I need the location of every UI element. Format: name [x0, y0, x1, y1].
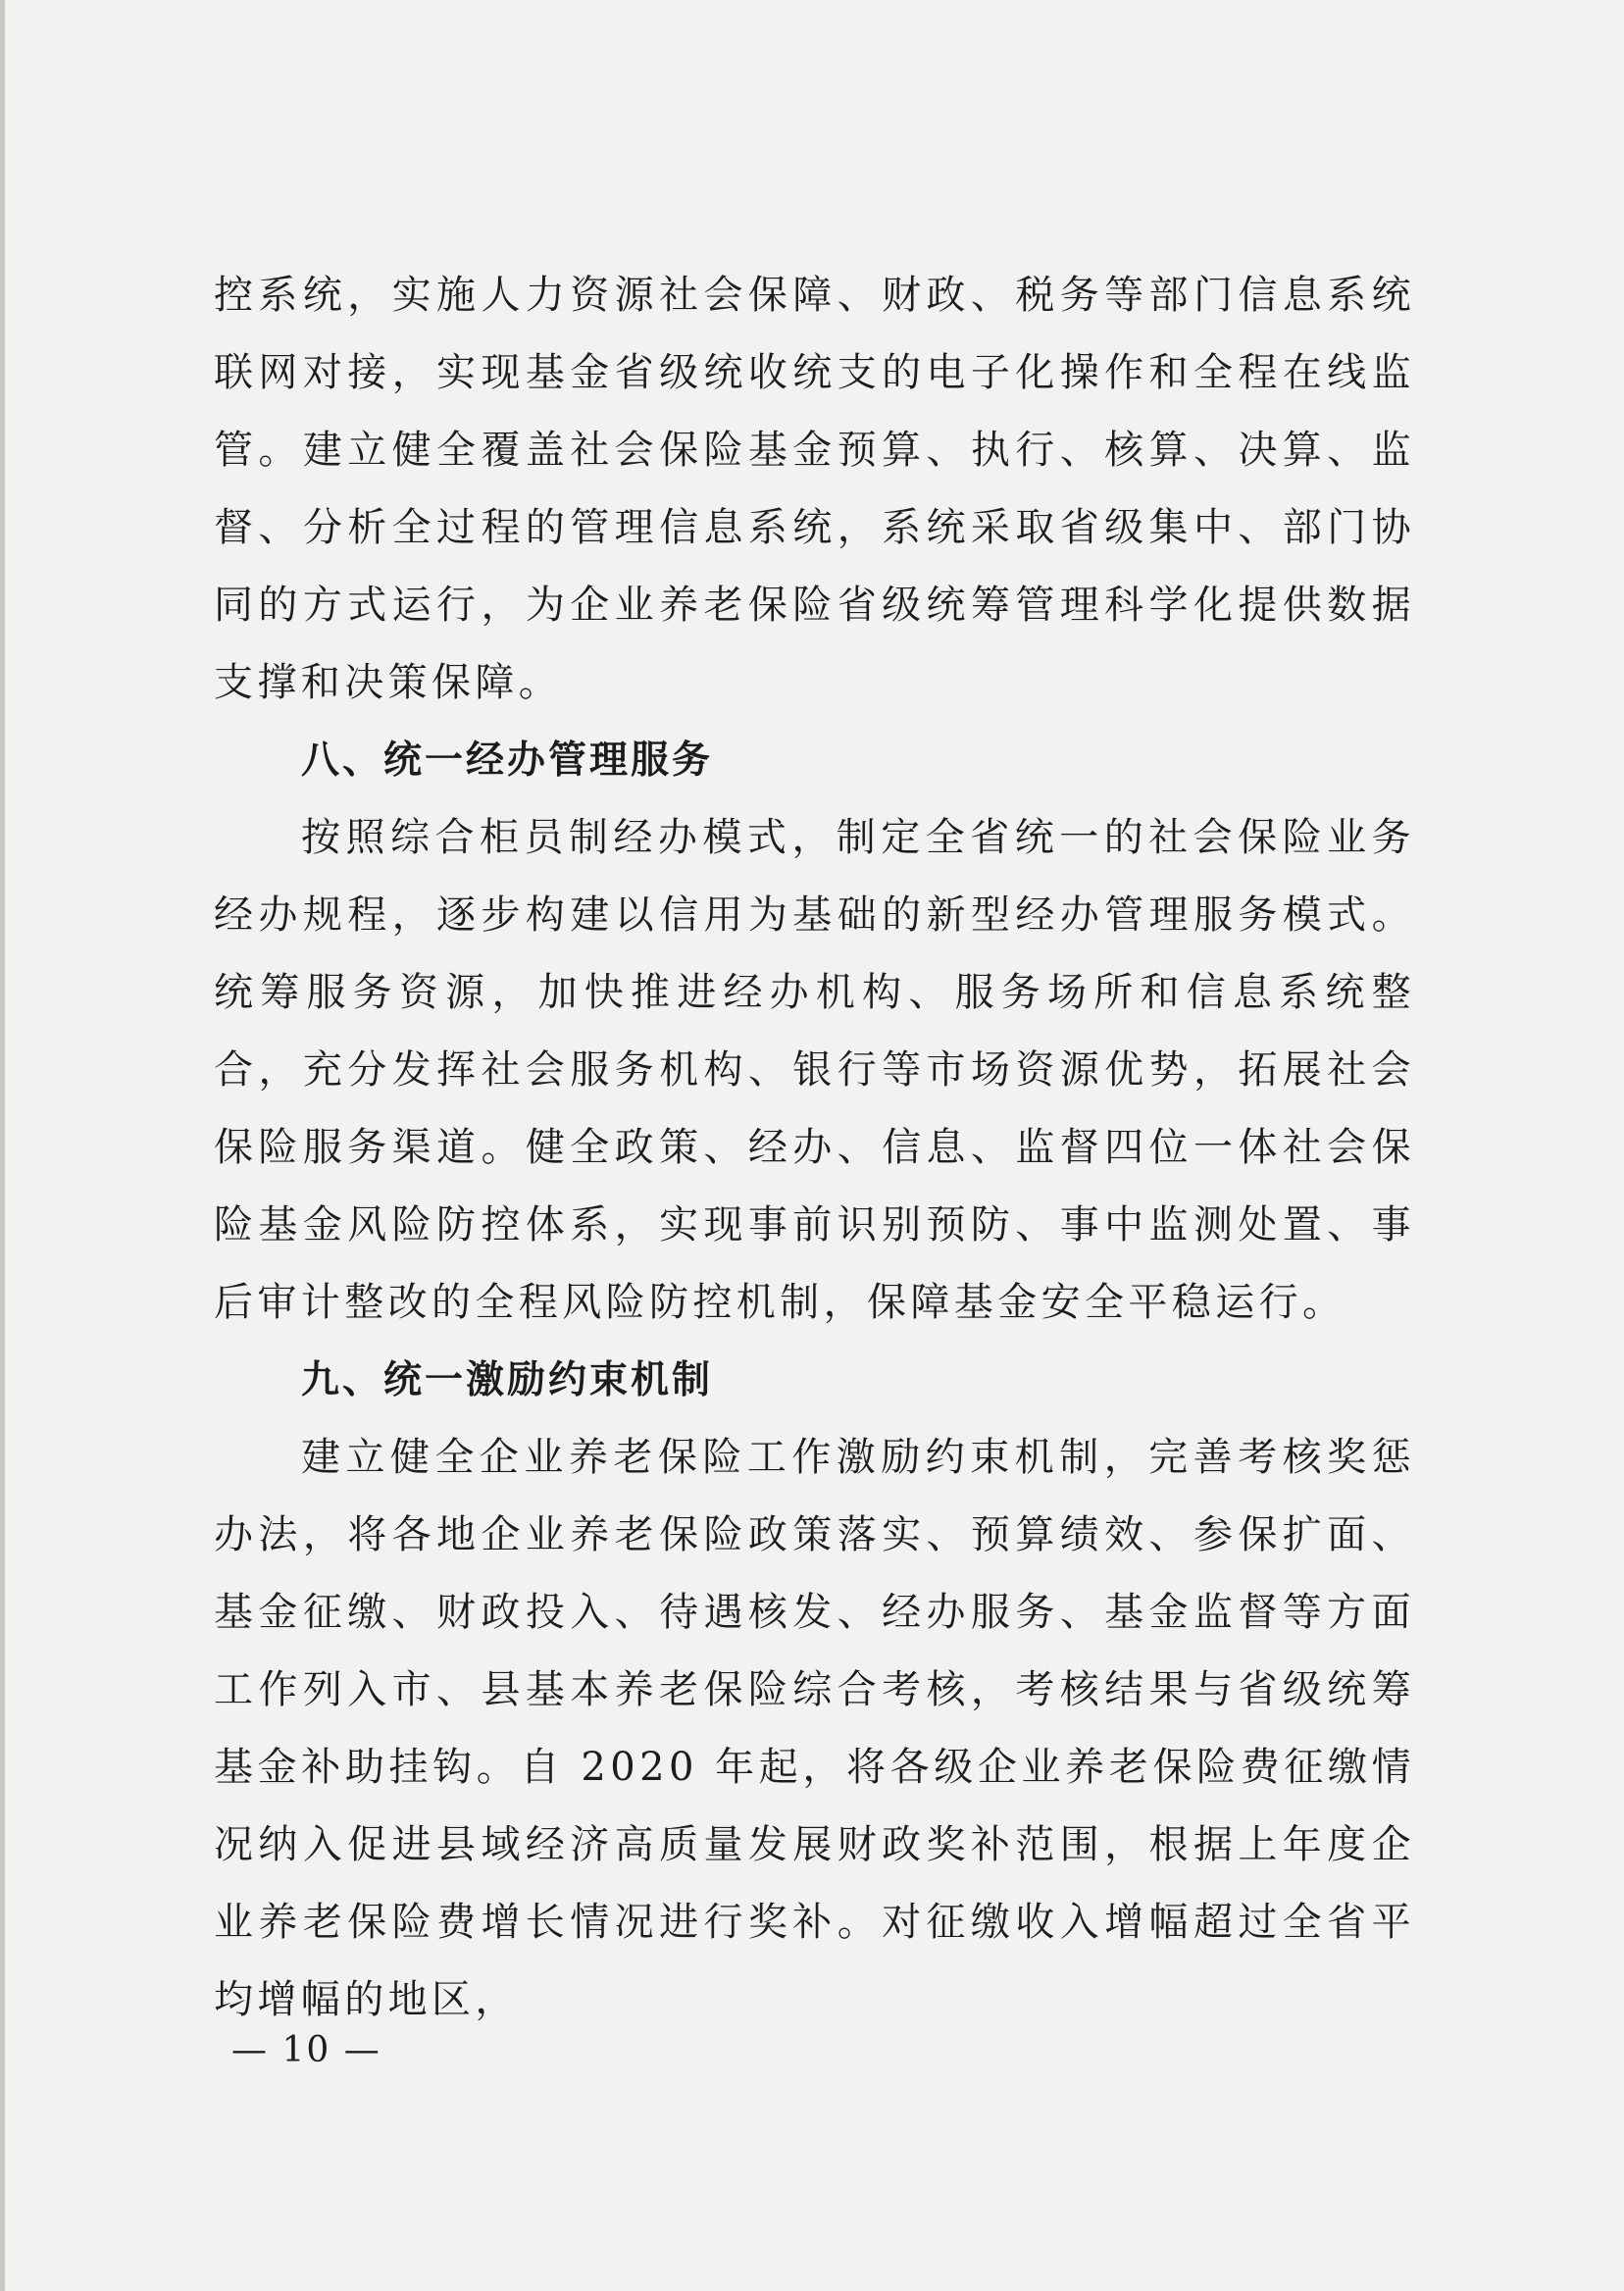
document-body	[214, 257, 1415, 2039]
paragraph-information-system: 控系统，实施人力资源社会保障、财政、税务等部门信息系统联网对接，实现基金省级统收统支的电子化操作和全程在线监管。建立健全覆盖社会保险基金预算、执行、核算、决算、监督、分析全过程的管理信息系统，系统采取省级集中、部门协同的方式运行，为企业养老保险省级统筹管理科学化提供数据支撑和决策保障。	[214, 273, 1415, 705]
section-heading-8: 八、统一经办管理服务	[301, 738, 714, 783]
scan-edge	[0, 0, 5, 2291]
page-number: — 10 —	[231, 2030, 381, 2070]
paragraph-incentive-mechanism: 建立健全企业养老保险工作激励约束机制，完善考核奖惩办法，将各地企业养老保险政策落实、预算绩效、参保扩面、基金征缴、财政投入、待遇核发、经办服务、基金监督等方面工作列入市、县基本养老保险综合考核，考核结果与省级统筹基金补助挂钩。自 2020 年起，将各级企业养老保险费征缴情况纳入促进县域经济高质量发展财政奖补范围，根据上年度企业养老保险费增长情况进行奖补。对征缴收入增幅超过全省平均增幅的地区，	[214, 1435, 1415, 2022]
paragraph-service-management: 按照综合柜员制经办模式，制定全省统一的社会保险业务经办规程，逐步构建以信用为基础的新型经办管理服务模式。统筹服务资源，加快推进经办机构、服务场所和信息系统整合，充分发挥社会服务机构、银行等市场资源优势，拓展社会保险服务渠道。健全政策、经办、信息、监督四位一体社会保险基金风险防控体系，实现事前识别预防、事中监测处置、事后审计整改的全程风险防控机制，保障基金安全平稳运行。	[214, 815, 1415, 1325]
section-heading-9: 九、统一激励约束机制	[301, 1358, 714, 1402]
